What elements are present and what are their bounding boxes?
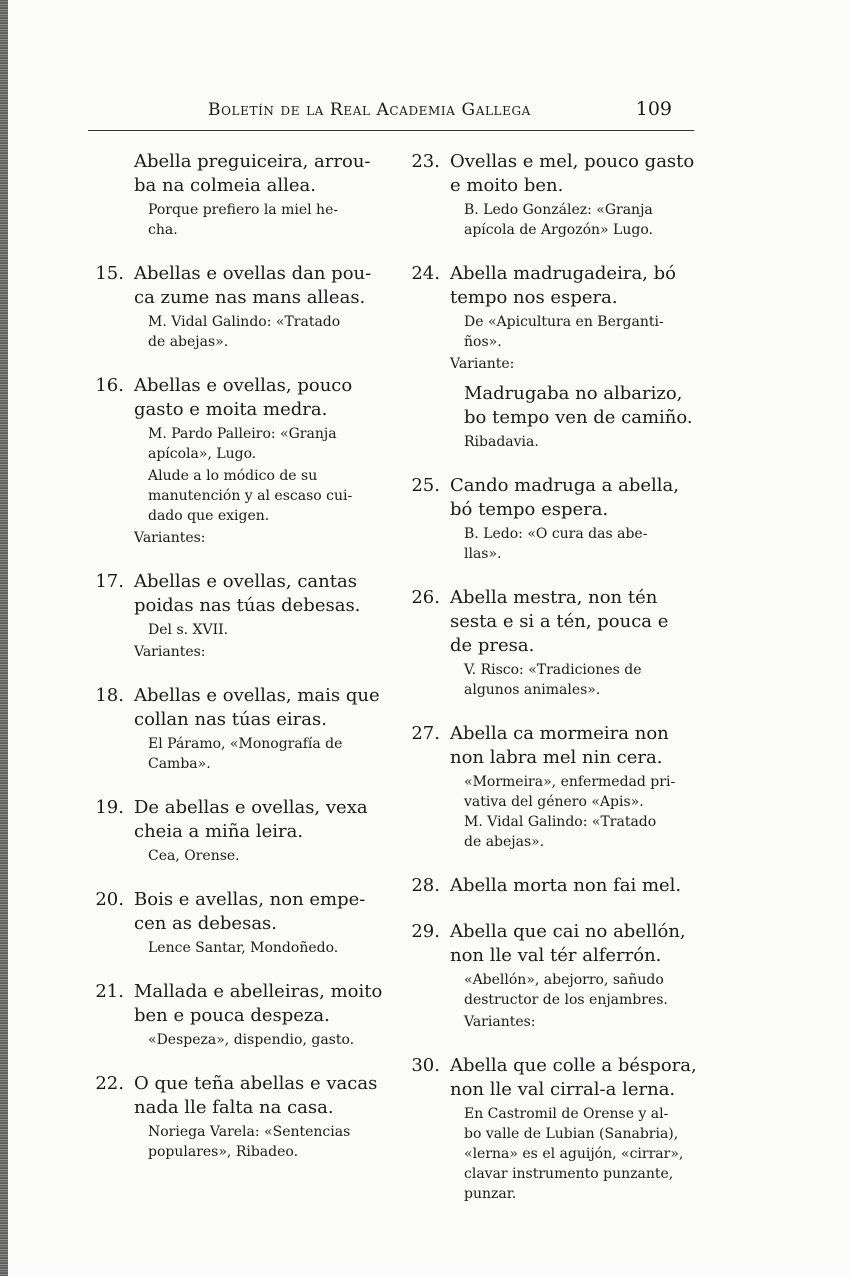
entry-number: 17. <box>95 571 124 592</box>
proverb-entry <box>404 874 704 898</box>
proverb-text: Bois e avellas, non empe- cen as debesas. <box>134 889 366 934</box>
proverb-source: De «Apicultura en Berganti- ños». <box>464 314 664 350</box>
entry-number: 24. <box>411 263 440 284</box>
entry-number: 18. <box>95 685 124 706</box>
proverb-note: En Castromil de Orense y al- bo valle de Lubian (Sanabria), «lerna» es el aguijón, «cirrar», clavar instrumento punzante, punzar. <box>464 1106 684 1202</box>
proverb-source: Noriega Varela: «Sentencias populares», Ribadeo. <box>148 1124 351 1160</box>
proverb-source: B. Ledo: «O cura das abe- llas». <box>464 526 648 562</box>
proverb-entry <box>88 1072 388 1162</box>
proverb-text: Abella mestra, non tén sesta e si a tén, pouca e de presa. <box>450 587 669 656</box>
variants-label: Variantes: <box>134 530 206 546</box>
proverb-source: El Páramo, «Monografía de Camba». <box>148 736 343 772</box>
proverb-text: Abella madrugadeira, bó tempo nos espera. <box>450 263 676 308</box>
proverb-entry <box>88 796 388 866</box>
page-header <box>88 96 694 131</box>
proverb-entry <box>404 722 704 852</box>
proverb-note: Porque prefiero la miel he- cha. <box>148 202 339 238</box>
proverb-source: Del s. XVII. <box>148 622 229 638</box>
entry-number: 27. <box>411 723 440 744</box>
proverb-entry <box>404 262 704 452</box>
entry-number: 30. <box>411 1055 440 1076</box>
running-title: Boletín de la Real Academia Gallega <box>208 100 531 120</box>
proverb-entry <box>88 262 388 352</box>
entry-number: 29. <box>411 921 440 942</box>
proverb-note: Alude a lo módico de su manutención y al escaso cui- dado que exigen. <box>148 468 353 524</box>
proverb-entry <box>88 980 388 1050</box>
variant-proverb-text: Madrugaba no albarizo, bo tempo ven de camiño. <box>464 383 693 428</box>
entry-number: 23. <box>411 151 440 172</box>
proverb-text: O que teña abellas e vacas nada lle falta na casa. <box>134 1073 378 1118</box>
proverb-text: De abellas e ovellas, vexa cheia a miña leira. <box>134 797 368 842</box>
book-spine-edge <box>0 0 8 1276</box>
proverb-text: Abella preguiceira, arrou- ba na colmeia allea. <box>134 151 371 196</box>
page-number: 109 <box>635 98 672 120</box>
entry-number: 25. <box>411 475 440 496</box>
proverb-source: M. Vidal Galindo: «Tratado de abejas». <box>148 314 341 350</box>
proverb-entry <box>404 920 704 1032</box>
entry-number: 20. <box>95 889 124 910</box>
proverb-text: Mallada e abelleiras, moito ben e pouca despeza. <box>134 981 383 1026</box>
entry-number: 22. <box>95 1073 124 1094</box>
proverb-text: Abella ca mormeira non non labra mel nin cera. <box>450 723 669 768</box>
proverb-source: Lence Santar, Mondoñedo. <box>148 940 339 956</box>
proverb-note: «Abellón», abejorro, sañudo destructor de los enjambres. <box>464 972 668 1008</box>
proverb-note: «Despeza», dispendio, gasto. <box>148 1032 355 1048</box>
proverb-entry <box>88 374 388 548</box>
proverb-source: Cea, Orense. <box>148 848 240 864</box>
proverb-entry <box>404 1054 704 1204</box>
proverb-entry <box>88 684 388 774</box>
proverb-entry <box>404 474 704 564</box>
proverb-note: «Mormeira», enfermedad pri- vativa del género «Apis». M. Vidal Galindo: «Tratado de abejas». <box>464 774 676 850</box>
variants-label: Variante: <box>450 356 515 372</box>
proverb-entry <box>88 888 388 958</box>
left-column <box>88 150 388 1184</box>
entry-number: 15. <box>95 263 124 284</box>
proverb-text: Abella que colle a béspora, non lle val cirral-a lerna. <box>450 1055 697 1100</box>
proverb-source: Ribadavia. <box>464 434 539 450</box>
proverb-text: Ovellas e mel, pouco gasto e moito ben. <box>450 151 695 196</box>
entry-number: 19. <box>95 797 124 818</box>
proverb-entry <box>404 150 704 240</box>
proverb-text: Abellas e ovellas, cantas poidas nas túas debesas. <box>134 571 361 616</box>
entry-number: 26. <box>411 587 440 608</box>
proverb-text: Abellas e ovellas, mais que collan nas túas eiras. <box>134 685 380 730</box>
proverb-source: V. Risco: «Tradiciones de algunos animales». <box>464 662 642 698</box>
proverb-text: Abellas e ovellas, pouco gasto e moita medra. <box>134 375 353 420</box>
proverb-text: Abella que cai no abellón, non lle val tér alferrón. <box>450 921 686 966</box>
proverb-entry <box>404 586 704 700</box>
right-column <box>404 150 704 1226</box>
variants-label: Variantes: <box>134 644 206 660</box>
proverb-entry <box>88 570 388 662</box>
proverb-text: Abellas e ovellas dan pou- ca zume nas mans alleas. <box>134 263 372 308</box>
variants-label: Variantes: <box>464 1014 536 1030</box>
proverb-text: Abella morta non fai mel. <box>450 875 682 896</box>
proverb-text: Cando madruga a abella, bó tempo espera. <box>450 475 679 520</box>
proverb-entry <box>88 150 388 240</box>
entry-number: 21. <box>95 981 124 1002</box>
entry-number: 28. <box>411 875 440 896</box>
proverb-source: M. Pardo Palleiro: «Granja apícola», Lugo. <box>148 426 337 462</box>
proverb-source: B. Ledo González: «Granja apícola de Argozón» Lugo. <box>464 202 653 238</box>
entry-number: 16. <box>95 375 124 396</box>
